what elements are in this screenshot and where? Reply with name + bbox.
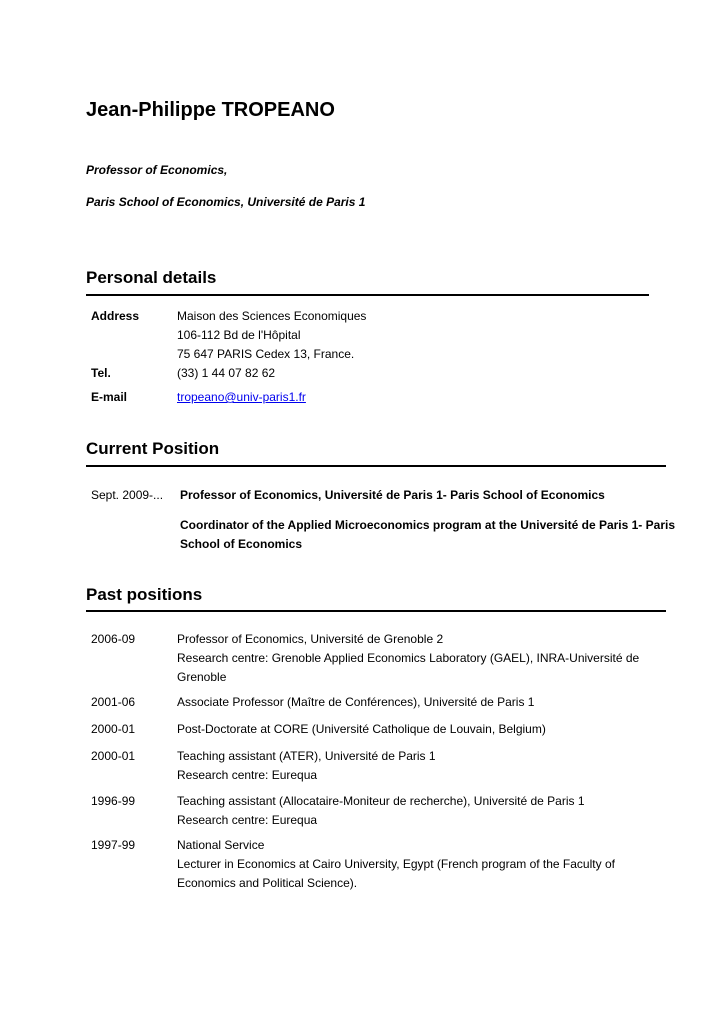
address-line: Maison des Sciences Economiques (177, 309, 367, 323)
past-line: Associate Professor (Maître de Conférences), Université de Paris 1 (177, 695, 535, 709)
past-line: Teaching assistant (Allocataire-Moniteur de recherche), Université de Paris 1 (177, 794, 585, 808)
section-heading-personal-details: Personal details (86, 268, 217, 287)
past-line: Research centre: Eurequa (177, 813, 318, 827)
past-date: 1997-99 (91, 838, 136, 852)
tel-value: (33) 1 44 07 82 62 (177, 366, 276, 380)
affiliation: Paris School of Economics, Université de Paris 1 (86, 195, 366, 209)
past-line: Post-Doctorate at CORE (Université Catholique de Louvain, Belgium) (177, 722, 546, 736)
section-heading-current-position: Current Position (86, 439, 220, 458)
past-line: Teaching assistant (ATER), Université de Paris 1 (177, 749, 436, 763)
address-label: Address (91, 309, 140, 323)
past-date: 2001-06 (91, 695, 136, 709)
past-date: 2000-01 (91, 722, 136, 736)
person-name: Jean-Philippe TROPEANO (86, 99, 335, 121)
current-position-line: School of Economics (180, 537, 303, 551)
job-title: Professor of Economics, (86, 163, 228, 177)
past-line: Lecturer in Economics at Cairo University, Egypt (French program of the Faculty of (177, 857, 615, 871)
past-line: Professor of Economics, Université de Grenoble 2 (177, 632, 444, 646)
section-rule (86, 465, 666, 467)
past-line: Grenoble (177, 670, 227, 684)
tel-label: Tel. (91, 366, 111, 380)
current-date: Sept. 2009-... (91, 488, 164, 502)
past-line: Economics and Political Science). (177, 876, 358, 890)
address-line: 106-112 Bd de l'Hôpital (177, 328, 301, 342)
section-rule (86, 294, 649, 296)
address-line: 75 647 PARIS Cedex 13, France. (177, 347, 355, 361)
past-line: National Service (177, 838, 265, 852)
section-heading-past-positions: Past positions (86, 585, 203, 604)
current-position-line: Professor of Economics, Université de Paris 1- Paris School of Economics (180, 488, 605, 502)
current-position-line: Coordinator of the Applied Microeconomics program at the Université de Paris 1- Paris (180, 518, 675, 532)
past-date: 2000-01 (91, 749, 136, 763)
email-label: E-mail (91, 390, 128, 404)
past-line: Research centre: Eurequa (177, 768, 318, 782)
section-rule (86, 610, 666, 612)
past-date: 1996-99 (91, 794, 136, 808)
past-date: 2006-09 (91, 632, 136, 646)
past-line: Research centre: Grenoble Applied Economics Laboratory (GAEL), INRA-Université de (177, 651, 640, 665)
email-link[interactable]: tropeano@univ-paris1.fr (177, 390, 306, 404)
